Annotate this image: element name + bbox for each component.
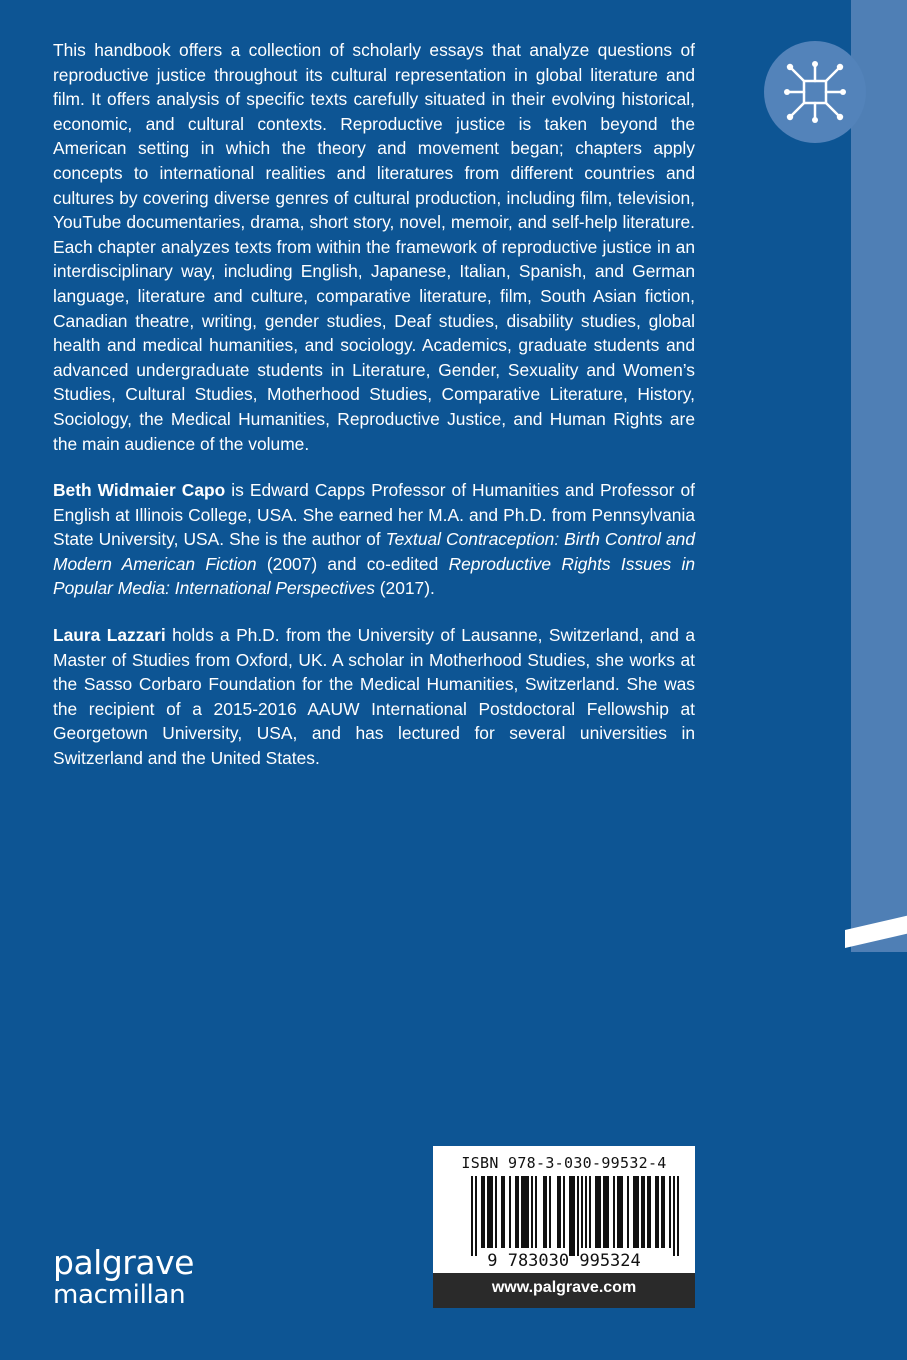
barcode-bar — [515, 1176, 517, 1248]
barcode-bar — [657, 1176, 659, 1248]
barcode-bar — [523, 1176, 525, 1248]
barcode-bar — [557, 1176, 559, 1248]
barcode-bar — [489, 1176, 491, 1248]
barcode-bar — [495, 1176, 497, 1248]
barcode-bar — [563, 1176, 565, 1248]
author-name-lazzari: Laura Lazzari — [53, 625, 166, 646]
book-description: This handbook offers a collection of scholarly essays that analyze questions of reproductive justice throughout its cultural representation in global literature and film. It offers analysis of specific texts carefully situated in their evolving historical, economic, and cultural contexts. Reproductive justice is taken beyond the American setting in which the theory and movement began; chapters apply concepts to international realities and literatures from different countries and cultures by covering diverse genres of cultural production, including film, television, YouTube documentaries, drama, short story, novel, memoir, and self-help literature. Each chapter analyzes texts from within the framework of reproductive justice in an interdisciplinary way, including English, Japanese, Italian, Spanish, and German language, literature and culture, comparative literature, film, South Asian fiction, Canadian theatre, writing, gender studies, Deaf studies, disability studies, global health and medical humanities, and sociology. Academics, graduate students and advanced undergraduate students in Literature, Gender, Sexuality and Women’s Studies, Cultural Studies, Motherhood Studies, Comparative Literature, History, Sociology, the Medical Humanities, Reproductive Justice, and Human Rights are the main audience of the volume. — [53, 40, 695, 454]
barcode-bar — [517, 1176, 519, 1248]
bio-capo-text-a: is Edward Capps Professor of Humanities and Professor of English at Illinois College, USA. She earned her M.A. and Ph.D. from Pennsylvania State University, USA. She is the author of — [53, 480, 695, 550]
barcode-bar — [573, 1176, 575, 1256]
barcode-bar — [531, 1176, 533, 1248]
barcode-bar — [605, 1176, 607, 1248]
barcode-bar — [491, 1176, 493, 1248]
barcode-bar — [669, 1176, 671, 1248]
barcode-bar — [599, 1176, 601, 1248]
barcode-panel — [433, 1146, 695, 1308]
palgrave-network-logo-icon — [780, 57, 850, 127]
spine-lower-panel — [851, 952, 907, 1360]
barcode-bar — [571, 1176, 573, 1256]
barcode-bar — [585, 1176, 587, 1248]
barcode-graphic — [433, 1176, 695, 1272]
barcode-bar — [589, 1176, 591, 1248]
publisher-name-macmillan: macmillan — [53, 1280, 186, 1310]
barcode-bar — [647, 1176, 649, 1248]
barcode-bar — [661, 1176, 663, 1248]
barcode-bar — [543, 1176, 545, 1248]
barcode-bar — [597, 1176, 599, 1248]
barcode-bar — [613, 1176, 615, 1248]
barcode-bar — [527, 1176, 529, 1248]
barcode-bar — [619, 1176, 621, 1248]
barcode-bar — [635, 1176, 637, 1248]
palgrave-logo-badge — [764, 41, 866, 143]
barcode-bar — [471, 1176, 473, 1256]
barcode-bar — [487, 1176, 489, 1248]
barcode-bar — [509, 1176, 511, 1248]
barcode-bar — [535, 1176, 537, 1248]
publisher-logo — [53, 1243, 194, 1310]
barcode-bar — [617, 1176, 619, 1248]
publisher-name-palgrave: palgrave — [53, 1243, 194, 1282]
author-name-capo: Beth Widmaier Capo — [53, 480, 226, 501]
barcode-bar — [637, 1176, 639, 1248]
barcode-bar — [627, 1176, 629, 1248]
author-bio-capo — [53, 478, 695, 601]
back-cover-text — [53, 38, 695, 793]
barcode-digits: 9 783030 995324 — [487, 1251, 641, 1271]
bio-capo-text-b: (2007) and co-edited — [256, 553, 449, 574]
barcode-bar — [521, 1176, 523, 1248]
barcode-bar — [663, 1176, 665, 1248]
barcode-bar — [641, 1176, 643, 1248]
bio-capo-text-c: (2017). — [374, 578, 435, 599]
barcode-bar — [577, 1176, 579, 1256]
book-title-textual-contraception: Textual Contraception: Birth Control and Modern American Fiction — [53, 529, 695, 574]
barcode-bar — [481, 1176, 483, 1248]
barcode-bar — [677, 1176, 679, 1256]
bio-lazzari-text: holds a Ph.D. from the University of Lausanne, Switzerland, and a Master of Studies from Oxford, UK. A scholar in Motherhood Studies, she works at the Sasso Corbaro Foundation for the Medical Humanities, Switzerland. She was the recipient of a 2015-2016 AAUW International Postdoctoral Fellowship at Georgetown University, USA, and has lectured for several universities in Switzerland and the United States. — [53, 625, 696, 769]
barcode-bar — [595, 1176, 597, 1248]
barcode-bar — [483, 1176, 485, 1248]
barcode-bar — [633, 1176, 635, 1248]
barcode-bar — [673, 1176, 675, 1256]
barcode-bar — [501, 1176, 503, 1248]
barcode-bar — [569, 1176, 571, 1256]
barcode-bar — [545, 1176, 547, 1248]
publisher-url: www.palgrave.com — [433, 1273, 695, 1308]
barcode-bar — [581, 1176, 583, 1248]
barcode-bar — [649, 1176, 651, 1248]
barcode-bar — [643, 1176, 645, 1248]
barcode-bar — [655, 1176, 657, 1248]
book-title-reproductive-rights: Reproductive Rights Issues in Popular Media: International Perspectives — [53, 553, 696, 599]
barcode-bar — [603, 1176, 605, 1248]
barcode-bar — [559, 1176, 561, 1248]
author-bio-lazzari — [53, 623, 695, 771]
isbn-label: ISBN 978-3-030-99532-4 — [461, 1154, 667, 1172]
barcode-bar — [503, 1176, 505, 1248]
barcode-bar — [525, 1176, 527, 1248]
barcode-bar — [607, 1176, 609, 1248]
barcode-bar — [549, 1176, 551, 1248]
barcode-bar — [621, 1176, 623, 1248]
barcode-bar — [475, 1176, 477, 1256]
